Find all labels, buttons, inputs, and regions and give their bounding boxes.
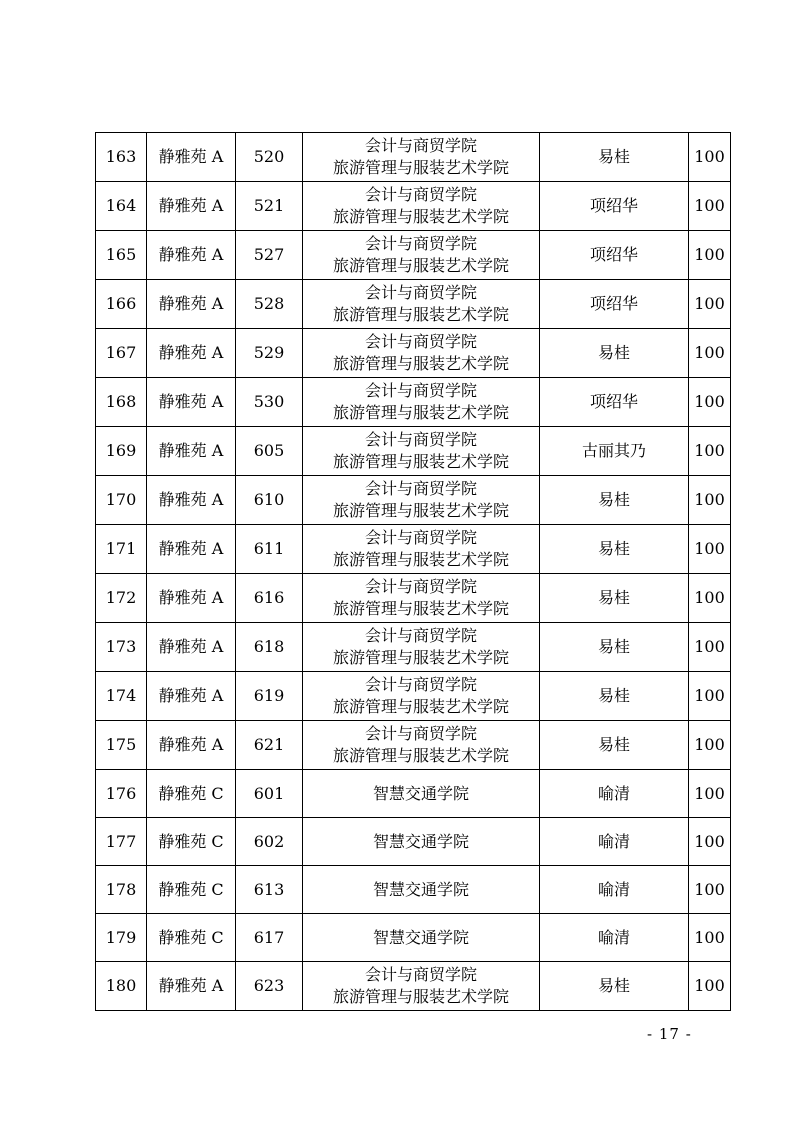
room-number-cell: 621 (236, 721, 303, 770)
score-cell: 100 (689, 818, 731, 866)
manager-cell: 项绍华 (540, 378, 689, 427)
college-cell (303, 962, 540, 1011)
room-number-cell: 619 (236, 672, 303, 721)
college-name: 旅游管理与服装艺术学院 (332, 452, 509, 471)
college-cell (303, 231, 540, 280)
college-name: 旅游管理与服装艺术学院 (332, 599, 509, 618)
college-cell (303, 818, 540, 866)
building-cell: 静雅苑 A (147, 574, 236, 623)
row-number-cell: 163 (96, 133, 147, 182)
college-name: 旅游管理与服装艺术学院 (332, 697, 509, 716)
building-cell: 静雅苑 A (147, 962, 236, 1011)
row-number-cell: 169 (96, 427, 147, 476)
table-row (96, 962, 731, 1011)
room-number-cell: 520 (236, 133, 303, 182)
college-cell (303, 770, 540, 818)
building-cell: 静雅苑 C (147, 914, 236, 962)
college-cell (303, 866, 540, 914)
row-number-cell: 166 (96, 280, 147, 329)
college-name: 会计与商贸学院 (364, 185, 477, 204)
table-row (96, 818, 731, 866)
row-number-cell: 178 (96, 866, 147, 914)
manager-cell: 易桂 (540, 525, 689, 574)
building-cell: 静雅苑 C (147, 866, 236, 914)
table-row (96, 476, 731, 525)
college-cell (303, 182, 540, 231)
manager-cell: 易桂 (540, 721, 689, 770)
table-row (96, 231, 731, 280)
score-cell: 100 (689, 672, 731, 721)
building-cell: 静雅苑 C (147, 770, 236, 818)
row-number-cell: 174 (96, 672, 147, 721)
room-number-cell: 617 (236, 914, 303, 962)
room-number-cell: 528 (236, 280, 303, 329)
building-cell: 静雅苑 A (147, 476, 236, 525)
manager-cell: 易桂 (540, 623, 689, 672)
manager-cell: 易桂 (540, 672, 689, 721)
college-cell (303, 574, 540, 623)
room-number-cell: 529 (236, 329, 303, 378)
score-cell: 100 (689, 525, 731, 574)
building-cell: 静雅苑 A (147, 721, 236, 770)
table-row (96, 133, 731, 182)
row-number-cell: 165 (96, 231, 147, 280)
college-name: 会计与商贸学院 (364, 430, 477, 449)
college-name: 旅游管理与服装艺术学院 (332, 501, 509, 520)
row-number-cell: 175 (96, 721, 147, 770)
row-number-cell: 172 (96, 574, 147, 623)
table-row (96, 914, 731, 962)
row-number-cell: 170 (96, 476, 147, 525)
college-name: 旅游管理与服装艺术学院 (332, 207, 509, 226)
score-cell: 100 (689, 770, 731, 818)
college-name: 会计与商贸学院 (364, 724, 477, 743)
table-row (96, 280, 731, 329)
college-name: 智慧交通学院 (372, 783, 469, 803)
score-cell: 100 (689, 476, 731, 525)
table-row (96, 672, 731, 721)
college-name: 旅游管理与服装艺术学院 (332, 550, 509, 569)
room-number-cell: 623 (236, 962, 303, 1011)
manager-cell: 喻清 (540, 818, 689, 866)
manager-cell: 喻清 (540, 866, 689, 914)
table-row (96, 721, 731, 770)
building-cell: 静雅苑 A (147, 231, 236, 280)
college-name: 会计与商贸学院 (364, 577, 477, 596)
manager-cell: 易桂 (540, 329, 689, 378)
manager-cell: 古丽其乃 (540, 427, 689, 476)
college-name: 旅游管理与服装艺术学院 (332, 256, 509, 275)
table-row (96, 378, 731, 427)
college-name: 旅游管理与服装艺术学院 (332, 354, 509, 373)
college-cell (303, 476, 540, 525)
score-cell: 100 (689, 962, 731, 1011)
college-name: 旅游管理与服装艺术学院 (332, 403, 509, 422)
room-number-cell: 611 (236, 525, 303, 574)
college-name: 智慧交通学院 (372, 879, 469, 899)
room-number-cell: 602 (236, 818, 303, 866)
room-number-cell: 613 (236, 866, 303, 914)
room-number-cell: 610 (236, 476, 303, 525)
room-number-cell: 530 (236, 378, 303, 427)
college-cell (303, 525, 540, 574)
table-row (96, 866, 731, 914)
score-cell: 100 (689, 133, 731, 182)
college-cell (303, 329, 540, 378)
college-name: 会计与商贸学院 (364, 381, 477, 400)
college-name: 会计与商贸学院 (364, 136, 477, 155)
row-number-cell: 164 (96, 182, 147, 231)
score-cell: 100 (689, 378, 731, 427)
row-number-cell: 180 (96, 962, 147, 1011)
college-name: 旅游管理与服装艺术学院 (332, 987, 509, 1006)
college-cell (303, 721, 540, 770)
row-number-cell: 173 (96, 623, 147, 672)
table-row (96, 182, 731, 231)
manager-cell: 喻清 (540, 914, 689, 962)
table-row (96, 329, 731, 378)
score-cell: 100 (689, 914, 731, 962)
building-cell: 静雅苑 A (147, 133, 236, 182)
score-cell: 100 (689, 866, 731, 914)
college-name: 会计与商贸学院 (364, 626, 477, 645)
college-name: 旅游管理与服装艺术学院 (332, 158, 509, 177)
dorm-inspection-table (95, 132, 731, 1011)
college-name: 智慧交通学院 (372, 927, 469, 947)
room-number-cell: 601 (236, 770, 303, 818)
building-cell: 静雅苑 A (147, 427, 236, 476)
score-cell: 100 (689, 574, 731, 623)
manager-cell: 易桂 (540, 574, 689, 623)
college-name: 会计与商贸学院 (364, 675, 477, 694)
score-cell: 100 (689, 329, 731, 378)
college-name: 旅游管理与服装艺术学院 (332, 305, 509, 324)
college-cell (303, 672, 540, 721)
college-name: 会计与商贸学院 (364, 283, 477, 302)
table-body (96, 133, 731, 1011)
college-cell (303, 427, 540, 476)
college-name: 智慧交通学院 (372, 831, 469, 851)
building-cell: 静雅苑 A (147, 623, 236, 672)
college-name: 会计与商贸学院 (364, 965, 477, 984)
table-row (96, 427, 731, 476)
building-cell: 静雅苑 A (147, 672, 236, 721)
manager-cell: 易桂 (540, 962, 689, 1011)
row-number-cell: 171 (96, 525, 147, 574)
college-name: 会计与商贸学院 (364, 234, 477, 253)
college-name: 旅游管理与服装艺术学院 (332, 648, 509, 667)
score-cell: 100 (689, 280, 731, 329)
building-cell: 静雅苑 A (147, 182, 236, 231)
manager-cell: 项绍华 (540, 231, 689, 280)
building-cell: 静雅苑 A (147, 329, 236, 378)
table-row (96, 770, 731, 818)
manager-cell: 项绍华 (540, 280, 689, 329)
row-number-cell: 167 (96, 329, 147, 378)
page-number: - 17 - (647, 1025, 692, 1043)
manager-cell: 喻清 (540, 770, 689, 818)
score-cell: 100 (689, 182, 731, 231)
manager-cell: 易桂 (540, 476, 689, 525)
college-cell (303, 378, 540, 427)
college-cell (303, 133, 540, 182)
building-cell: 静雅苑 A (147, 378, 236, 427)
college-name: 会计与商贸学院 (364, 332, 477, 351)
building-cell: 静雅苑 A (147, 525, 236, 574)
score-cell: 100 (689, 721, 731, 770)
row-number-cell: 179 (96, 914, 147, 962)
row-number-cell: 168 (96, 378, 147, 427)
building-cell: 静雅苑 C (147, 818, 236, 866)
table-row (96, 623, 731, 672)
room-number-cell: 616 (236, 574, 303, 623)
table-row (96, 574, 731, 623)
manager-cell: 项绍华 (540, 182, 689, 231)
room-number-cell: 618 (236, 623, 303, 672)
row-number-cell: 177 (96, 818, 147, 866)
college-cell (303, 280, 540, 329)
manager-cell: 易桂 (540, 133, 689, 182)
row-number-cell: 176 (96, 770, 147, 818)
table-row (96, 525, 731, 574)
college-name: 旅游管理与服装艺术学院 (332, 746, 509, 765)
score-cell: 100 (689, 427, 731, 476)
room-number-cell: 527 (236, 231, 303, 280)
college-cell (303, 914, 540, 962)
college-cell (303, 623, 540, 672)
score-cell: 100 (689, 231, 731, 280)
room-number-cell: 521 (236, 182, 303, 231)
room-number-cell: 605 (236, 427, 303, 476)
college-name: 会计与商贸学院 (364, 479, 477, 498)
score-cell: 100 (689, 623, 731, 672)
building-cell: 静雅苑 A (147, 280, 236, 329)
college-name: 会计与商贸学院 (364, 528, 477, 547)
